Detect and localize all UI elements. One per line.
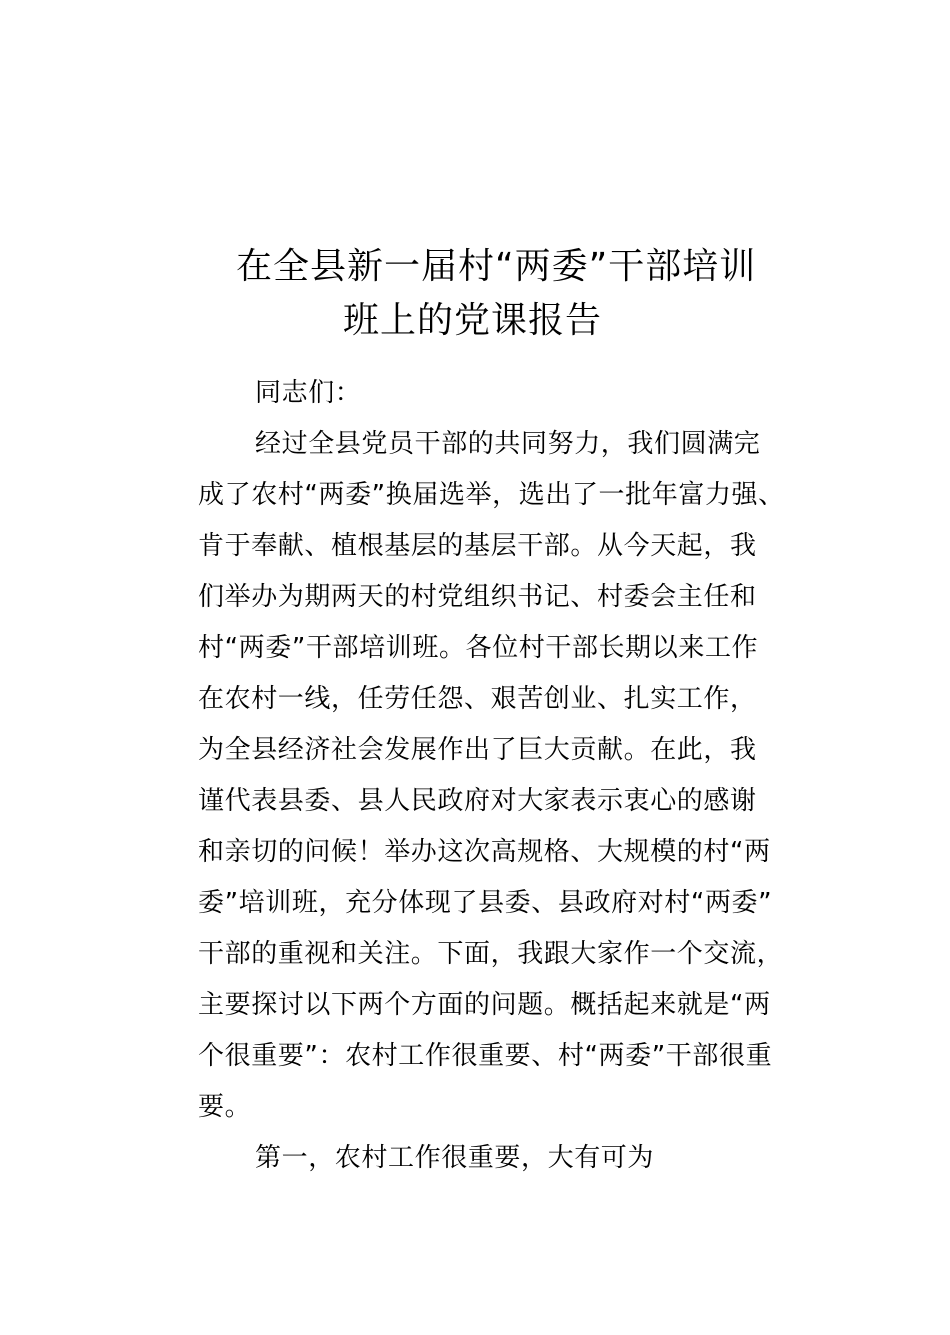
paragraph-line: 干部的重视和关注。下面，我跟大家作一个交流，: [198, 939, 784, 969]
title-line: 班上的党课报告: [343, 300, 603, 341]
paragraph-line: 在农村一线，任劳任怨、艰苦创业、扎实工作，: [198, 684, 757, 714]
section-heading: 第一，农村工作很重要，大有可为: [255, 1143, 655, 1173]
paragraph-line: 经过全县党员干部的共同努力，我们圆满完: [255, 429, 761, 459]
title-line: 在全县新一届村“两委”干部培训: [236, 246, 757, 287]
paragraph-line: 成了农村“两委”换届选举，选出了一批年富力强、: [198, 480, 785, 510]
paragraph-line: 和亲切的问候！举办这次高规格、大规模的村“两: [198, 837, 771, 867]
paragraph-line: 为全县经济社会发展作出了巨大贡献。在此，我: [198, 735, 757, 765]
document-body: [198, 368, 848, 1184]
paragraph-line: 主要探讨以下两个方面的问题。概括起来就是“两: [198, 990, 771, 1020]
paragraph-line: 谨代表县委、县人民政府对大家表示衷心的感谢: [198, 786, 757, 816]
paragraph-line: 村“两委”干部培训班。各位村干部长期以来工作: [198, 633, 759, 663]
paragraph-line: 委”培训班，充分体现了县委、县政府对村“两委”: [198, 888, 773, 918]
page-title: [198, 240, 848, 348]
paragraph-line: 个很重要”：农村工作很重要、村“两委”干部很重: [198, 1041, 773, 1071]
paragraph: [198, 419, 848, 1133]
paragraph-line: 们举办为期两天的村党组织书记、村委会主任和: [198, 582, 757, 612]
paragraph-line: 肯于奉献、植根基层的基层干部。从今天起，我: [198, 531, 757, 561]
salutation: 同志们：: [255, 378, 362, 408]
paragraph-line: 要。: [198, 1092, 252, 1122]
